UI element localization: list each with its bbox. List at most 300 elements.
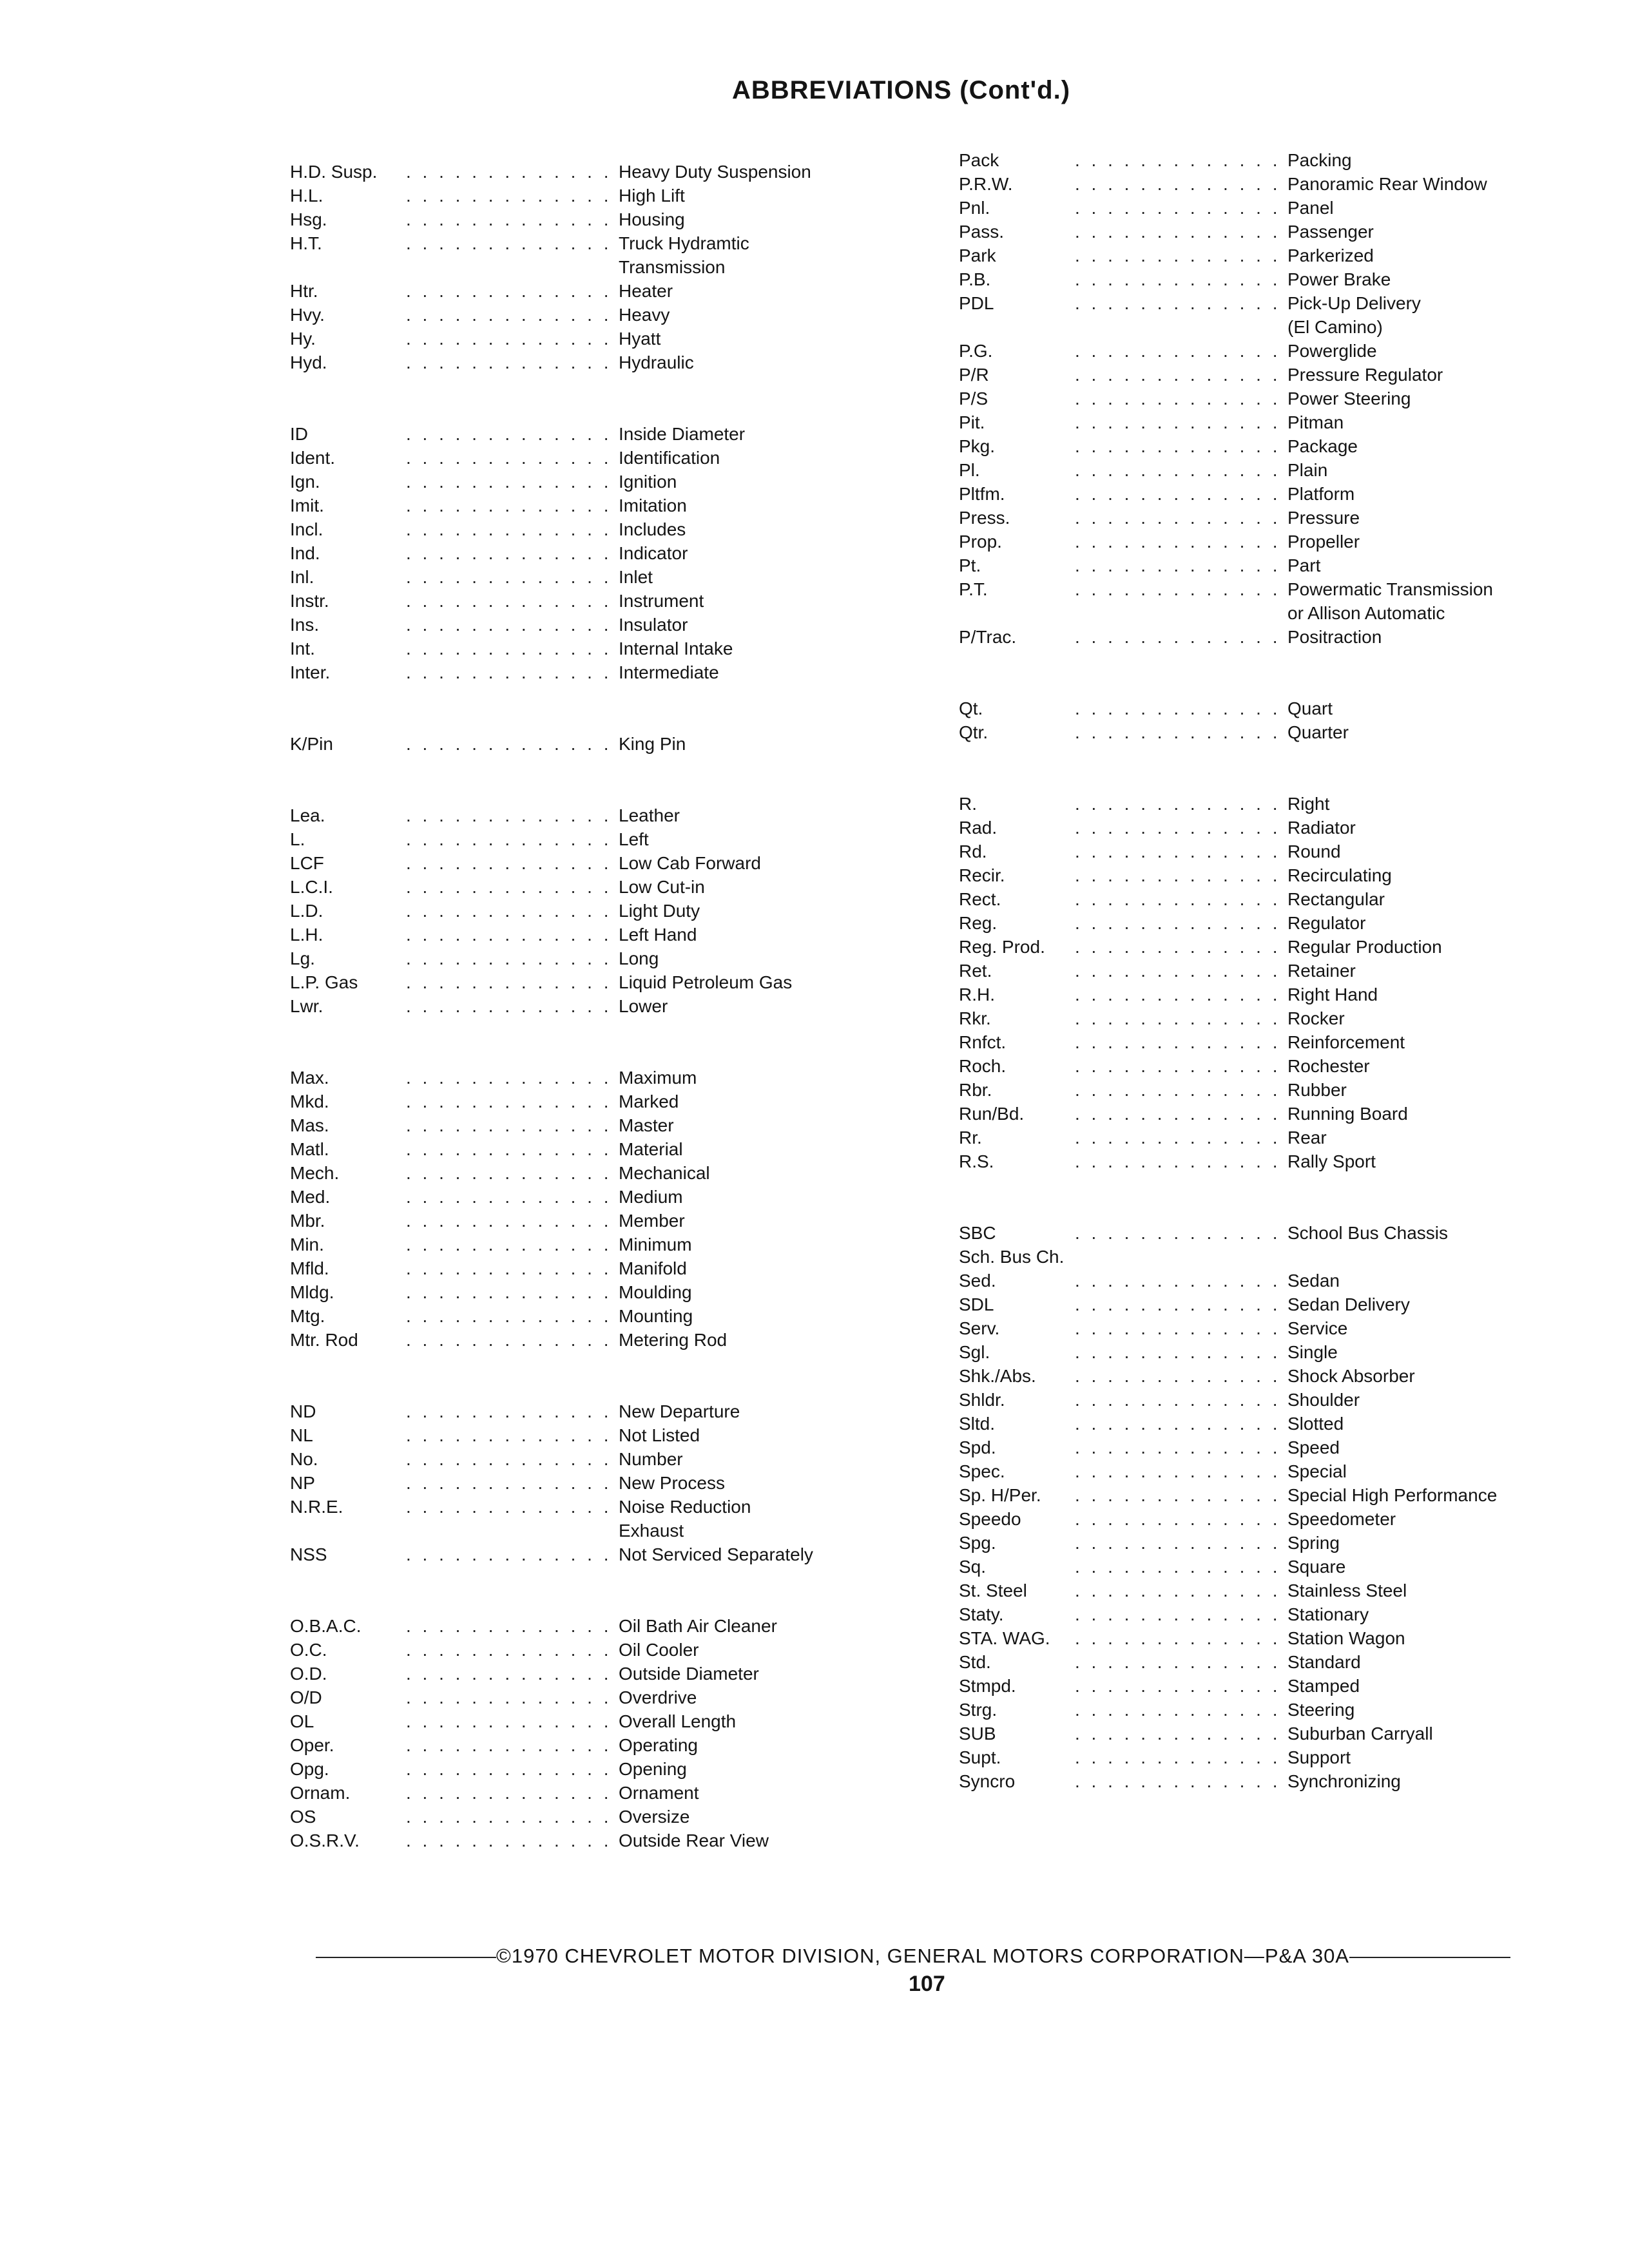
abbreviation: PDL — [959, 293, 994, 313]
abbreviation-entry — [290, 1662, 973, 1686]
abbreviation: Rd. — [959, 841, 987, 861]
abbreviation-entry — [959, 1507, 1629, 1531]
abbreviation-entry — [959, 1602, 1629, 1626]
dot-leader — [1075, 410, 1287, 434]
abbreviation: O.S.R.V. — [290, 1831, 360, 1850]
dot-leader — [406, 1256, 619, 1280]
dot-leader — [406, 1328, 619, 1352]
abbreviation-group — [290, 1614, 973, 1852]
dot-leader — [1075, 1054, 1287, 1078]
abbreviation-entry — [959, 1483, 1629, 1507]
meaning: Round — [1287, 841, 1341, 861]
abbreviation: OL — [290, 1711, 314, 1731]
dot-leader — [1075, 1769, 1287, 1793]
meaning: Low Cut-in — [619, 877, 705, 897]
abbreviation: Hyd. — [290, 352, 327, 372]
abbreviation: Rbr. — [959, 1080, 992, 1100]
meaning: Panoramic Rear Window — [1287, 174, 1487, 194]
abbreviation-group — [290, 1399, 973, 1566]
meaning: Outside Diameter — [619, 1664, 759, 1684]
meaning: Overdrive — [619, 1687, 697, 1707]
abbreviation-entry — [290, 660, 973, 684]
abbreviation: Rnfct. — [959, 1032, 1007, 1052]
abbreviation-entry — [290, 1185, 973, 1209]
dot-leader — [406, 637, 619, 660]
abbreviation-entry — [959, 363, 1629, 387]
abbreviation-entry — [290, 1137, 973, 1161]
abbreviation-entry — [290, 1686, 973, 1709]
abbreviation-group — [290, 732, 973, 756]
dot-leader — [406, 851, 619, 875]
meaning: Opening — [619, 1759, 687, 1779]
abbreviation-entry — [290, 1161, 973, 1185]
dot-leader — [1075, 816, 1287, 840]
meaning: Rear — [1287, 1128, 1327, 1148]
dot-leader — [406, 351, 619, 374]
abbreviation-entry — [959, 410, 1629, 434]
dot-leader — [406, 1542, 619, 1566]
abbreviation-entry — [959, 1412, 1629, 1436]
meaning: Left — [619, 829, 649, 849]
abbreviation: Mfld. — [290, 1258, 329, 1278]
abbreviation: NSS — [290, 1544, 327, 1564]
dot-leader — [406, 803, 619, 827]
abbreviation: Rad. — [959, 818, 998, 838]
abbreviation: Std. — [959, 1652, 991, 1672]
abbreviation-entry — [290, 1113, 973, 1137]
dot-leader — [1075, 1412, 1287, 1436]
abbreviation-entry — [959, 577, 1629, 625]
dot-leader — [1075, 1293, 1287, 1316]
dot-leader — [406, 1304, 619, 1328]
dot-leader — [1075, 363, 1287, 387]
abbreviation: Ind. — [290, 543, 320, 563]
abbreviation-entry — [290, 637, 973, 660]
abbreviation-entry — [959, 458, 1629, 482]
abbreviation: Reg. Prod. — [959, 937, 1045, 957]
dot-leader — [1075, 1030, 1287, 1054]
abbreviation: Rkr. — [959, 1008, 991, 1028]
abbreviation: Sltd. — [959, 1414, 996, 1434]
abbreviation: Pass. — [959, 222, 1005, 242]
abbreviation-entry — [959, 887, 1629, 911]
dot-leader — [1075, 1745, 1287, 1769]
abbreviation: Pkg. — [959, 436, 996, 456]
dot-leader — [406, 899, 619, 923]
abbreviation: Imit. — [290, 495, 324, 515]
abbreviation: Shk./Abs. — [959, 1366, 1036, 1386]
meaning: King Pin — [619, 734, 686, 754]
meaning: Sedan Delivery — [1287, 1294, 1410, 1314]
abbreviation-entry — [290, 1233, 973, 1256]
abbreviation: P/S — [959, 389, 988, 408]
meaning: Shoulder — [1287, 1390, 1360, 1410]
meaning: Moulding — [619, 1282, 692, 1302]
meaning: New Departure — [619, 1401, 740, 1421]
abbreviation: R. — [959, 794, 977, 814]
dot-leader — [1075, 1531, 1287, 1555]
dot-leader — [406, 1614, 619, 1638]
abbreviation: Park — [959, 245, 996, 265]
dot-leader — [406, 1137, 619, 1161]
dot-leader — [1075, 1149, 1287, 1173]
meaning: Reinforcement — [1287, 1032, 1405, 1052]
dot-leader — [1075, 530, 1287, 553]
dot-leader — [406, 231, 619, 255]
abbreviation-entry — [290, 279, 973, 303]
meaning: Spring — [1287, 1533, 1340, 1553]
meaning: Stationary — [1287, 1604, 1369, 1624]
dot-leader — [1075, 935, 1287, 959]
dot-leader — [406, 446, 619, 470]
meaning: Liquid Petroleum Gas — [619, 972, 793, 992]
dot-leader — [1075, 1459, 1287, 1483]
meaning: Ignition — [619, 472, 677, 492]
meaning: Rochester — [1287, 1056, 1370, 1076]
abbreviation: No. — [290, 1449, 318, 1469]
dot-leader — [1075, 1006, 1287, 1030]
meaning: Rubber — [1287, 1080, 1347, 1100]
abbreviation-group — [290, 160, 973, 374]
abbreviation-entry — [290, 1447, 973, 1471]
meaning: Special — [1287, 1461, 1347, 1481]
abbreviation-entry — [290, 1399, 973, 1423]
abbreviation-entry — [959, 220, 1629, 244]
abbreviation-entry — [290, 947, 973, 970]
abbreviation: Rr. — [959, 1128, 982, 1148]
abbreviation: Pack — [959, 150, 999, 170]
abbreviation-entry — [959, 1698, 1629, 1722]
abbreviation: St. Steel — [959, 1581, 1027, 1600]
abbreviation: Qt. — [959, 698, 983, 718]
meaning: Positraction — [1287, 627, 1382, 647]
abbreviation-group — [290, 422, 973, 684]
meaning: Quarter — [1287, 722, 1349, 742]
dot-leader — [406, 1686, 619, 1709]
abbreviation-entry — [290, 541, 973, 565]
abbreviation-entry — [959, 697, 1629, 720]
meaning: School Bus Chassis — [1287, 1223, 1449, 1243]
meaning: Noise Reduction Exhaust — [619, 1497, 751, 1541]
meaning: Not Serviced Separately — [619, 1544, 813, 1564]
dot-leader — [406, 327, 619, 351]
abbreviation-entry — [959, 506, 1629, 530]
dot-leader — [1075, 148, 1287, 172]
dot-leader — [1075, 625, 1287, 649]
abbreviation-group — [290, 1066, 973, 1352]
dot-leader — [406, 470, 619, 494]
dot-leader — [406, 875, 619, 899]
abbreviation: L.H. — [290, 925, 323, 945]
meaning: Stamped — [1287, 1676, 1360, 1696]
dot-leader — [1075, 720, 1287, 744]
abbreviation: Max. — [290, 1068, 329, 1088]
dot-leader — [1075, 887, 1287, 911]
meaning: Regulator — [1287, 913, 1366, 933]
abbreviation-entry — [959, 911, 1629, 935]
dot-leader — [406, 1066, 619, 1090]
dot-leader — [1075, 387, 1287, 410]
meaning: Inlet — [619, 567, 653, 587]
meaning: Indicator — [619, 543, 688, 563]
abbreviation-entry — [959, 720, 1629, 744]
meaning: Slotted — [1287, 1414, 1344, 1434]
dot-leader — [1075, 482, 1287, 506]
meaning: Right — [1287, 794, 1330, 814]
abbreviation: OS — [290, 1807, 316, 1827]
abbreviation-entry — [959, 196, 1629, 220]
abbreviation-entry — [959, 339, 1629, 363]
dot-leader — [1075, 553, 1287, 577]
meaning: Light Duty — [619, 901, 700, 921]
abbreviation: Lg. — [290, 948, 315, 968]
abbreviation: L.D. — [290, 901, 323, 921]
dot-leader — [1075, 1221, 1287, 1245]
meaning: Panel — [1287, 198, 1334, 218]
meaning: Number — [619, 1449, 683, 1469]
abbreviation: Ident. — [290, 448, 336, 468]
dot-leader — [1075, 1698, 1287, 1722]
abbreviation: Inter. — [290, 662, 331, 682]
abbreviation: Lwr. — [290, 996, 323, 1016]
abbreviation: Prop. — [959, 532, 1002, 552]
meaning: Square — [1287, 1557, 1346, 1577]
meaning: Stainless Steel — [1287, 1581, 1407, 1600]
abbreviation-entry — [290, 994, 973, 1018]
abbreviation: R.H. — [959, 985, 995, 1004]
abbreviation-entry — [959, 1531, 1629, 1555]
meaning: Truck Hydramtic Transmission — [619, 233, 749, 277]
abbreviation: ID — [290, 424, 308, 444]
dot-leader — [406, 947, 619, 970]
abbreviation: Mtr. Rod — [290, 1330, 358, 1350]
abbreviation-entry — [290, 207, 973, 231]
abbreviation-entry — [290, 1256, 973, 1280]
meaning: Overall Length — [619, 1711, 737, 1731]
meaning: Heavy Duty Suspension — [619, 162, 811, 182]
abbreviation: Pit. — [959, 412, 985, 432]
dot-leader — [406, 589, 619, 613]
abbreviation-entry — [959, 983, 1629, 1006]
abbreviation-entry — [959, 291, 1629, 339]
abbreviation-entry — [290, 303, 973, 327]
dot-leader — [406, 565, 619, 589]
abbreviation: Pl. — [959, 460, 980, 480]
abbreviation-entry — [959, 816, 1629, 840]
meaning: Quart — [1287, 698, 1333, 718]
meaning: Member — [619, 1211, 685, 1231]
abbreviation-entry — [290, 923, 973, 947]
abbreviation-entry — [959, 1436, 1629, 1459]
meaning: Marked — [619, 1091, 679, 1111]
abbreviation: Mldg. — [290, 1282, 334, 1302]
meaning: Retainer — [1287, 961, 1356, 981]
abbreviation-group — [959, 697, 1629, 744]
abbreviation: Ign. — [290, 472, 320, 492]
abbreviation: Htr. — [290, 281, 318, 301]
abbreviation-entry — [959, 1722, 1629, 1745]
abbreviation-entry — [290, 1209, 973, 1233]
meaning: Lower — [619, 996, 668, 1016]
abbreviation: SDL — [959, 1294, 994, 1314]
dot-leader — [406, 1638, 619, 1662]
meaning: Maximum — [619, 1068, 697, 1088]
dot-leader — [1075, 339, 1287, 363]
dot-leader — [1075, 458, 1287, 482]
abbreviation-entry — [959, 840, 1629, 863]
abbreviation-entry — [959, 1245, 1629, 1269]
dot-leader — [1075, 792, 1287, 816]
meaning: Mechanical — [619, 1163, 710, 1183]
dot-leader — [406, 303, 619, 327]
meaning: Single — [1287, 1342, 1338, 1362]
abbreviation: Min. — [290, 1235, 324, 1254]
abbreviation: O.D. — [290, 1664, 327, 1684]
abbreviation: R.S. — [959, 1151, 994, 1171]
abbreviation-entry — [959, 1579, 1629, 1602]
abbreviation: Hsg. — [290, 209, 327, 229]
dot-leader — [406, 494, 619, 517]
meaning: Rally Sport — [1287, 1151, 1376, 1171]
abbreviation-entry — [959, 1221, 1629, 1245]
abbreviation-entry — [959, 1555, 1629, 1579]
meaning: Insulator — [619, 615, 688, 635]
abbreviation-entry — [290, 875, 973, 899]
abbreviation-entry — [959, 1388, 1629, 1412]
dot-leader — [406, 660, 619, 684]
meaning: Metering Rod — [619, 1330, 728, 1350]
abbreviation: L.P. Gas — [290, 972, 358, 992]
abbreviation-entry — [290, 732, 973, 756]
abbreviation: Supt. — [959, 1747, 1001, 1767]
meaning: Steering — [1287, 1700, 1355, 1720]
abbreviation-entry — [290, 1757, 973, 1781]
meaning: Running Board — [1287, 1104, 1408, 1124]
dot-leader — [1075, 1126, 1287, 1149]
abbreviation: Pnl. — [959, 198, 990, 218]
meaning: Master — [619, 1115, 674, 1135]
meaning: Mounting — [619, 1306, 693, 1326]
meaning: Speed — [1287, 1437, 1340, 1457]
abbreviation-entry — [290, 565, 973, 589]
dot-leader — [1075, 244, 1287, 267]
dot-leader — [406, 422, 619, 446]
abbreviation-entry — [959, 434, 1629, 458]
meaning: Minimum — [619, 1235, 692, 1254]
meaning: Pressure Regulator — [1287, 365, 1443, 385]
dot-leader — [1075, 697, 1287, 720]
abbreviation-entry — [290, 1495, 973, 1542]
abbreviation: Pltfm. — [959, 484, 1005, 504]
dot-leader — [1075, 220, 1287, 244]
abbreviation-entry — [290, 1542, 973, 1566]
abbreviation: Hvy. — [290, 305, 325, 325]
abbreviation: Oper. — [290, 1735, 334, 1755]
dot-leader — [1075, 506, 1287, 530]
dot-leader — [1075, 577, 1287, 601]
abbreviation: Ret. — [959, 961, 992, 981]
dot-leader — [1075, 1078, 1287, 1102]
dot-leader — [406, 1161, 619, 1185]
meaning: Platform — [1287, 484, 1355, 504]
abbreviation: Sgl. — [959, 1342, 990, 1362]
abbreviation-entry — [290, 494, 973, 517]
abbreviation: Ins. — [290, 615, 320, 635]
abbreviation: O/D — [290, 1687, 322, 1707]
dot-leader — [406, 517, 619, 541]
abbreviation-entry — [959, 553, 1629, 577]
abbreviation: Mkd. — [290, 1091, 329, 1111]
abbreviation: NP — [290, 1473, 315, 1493]
meaning: Radiator — [1287, 818, 1356, 838]
abbreviation: Lea. — [290, 805, 325, 825]
dot-leader — [1075, 1316, 1287, 1340]
dot-leader — [1075, 1650, 1287, 1674]
abbreviation-entry — [290, 1614, 973, 1638]
abbreviation-entry — [290, 422, 973, 446]
meaning: Special High Performance — [1287, 1485, 1498, 1505]
dot-leader — [406, 1495, 619, 1519]
footer — [316, 1945, 1565, 1968]
abbreviation-entry — [290, 1733, 973, 1757]
dot-leader — [1075, 1555, 1287, 1579]
abbreviation: H.T. — [290, 233, 322, 253]
abbreviation: P.T. — [959, 579, 988, 599]
abbreviation: Shldr. — [959, 1390, 1005, 1410]
abbreviation-entry — [290, 231, 973, 279]
abbreviation: Staty. — [959, 1604, 1004, 1624]
dot-leader — [1075, 959, 1287, 983]
dot-leader — [1075, 1579, 1287, 1602]
abbreviation: Pt. — [959, 555, 981, 575]
dot-leader — [406, 1185, 619, 1209]
dot-leader — [1075, 840, 1287, 863]
abbreviation-entry — [290, 1328, 973, 1352]
abbreviation: Recir. — [959, 865, 1005, 885]
meaning: Powerglide — [1287, 341, 1377, 361]
abbreviation-entry — [290, 803, 973, 827]
abbreviation-entry — [959, 792, 1629, 816]
meaning: Propeller — [1287, 532, 1360, 552]
meaning: Inside Diameter — [619, 424, 746, 444]
abbreviation: Stmpd. — [959, 1676, 1016, 1696]
abbreviation-entry — [290, 1423, 973, 1447]
dot-leader — [406, 160, 619, 184]
abbreviation-entry — [290, 351, 973, 374]
dot-leader — [1075, 434, 1287, 458]
abbreviation-entry — [290, 1304, 973, 1328]
abbreviation-entry — [959, 1149, 1629, 1173]
meaning: Heater — [619, 281, 673, 301]
meaning: Identification — [619, 448, 720, 468]
abbreviation: L. — [290, 829, 305, 849]
dot-leader — [1075, 983, 1287, 1006]
abbreviation: L.C.I. — [290, 877, 333, 897]
abbreviation-entry — [290, 160, 973, 184]
abbreviation-entry — [290, 1805, 973, 1829]
abbreviation: H.D. Susp. — [290, 162, 378, 182]
abbreviation: Mech. — [290, 1163, 340, 1183]
abbreviation-entry — [959, 1674, 1629, 1698]
abbreviation: Qtr. — [959, 722, 988, 742]
dot-leader — [406, 1280, 619, 1304]
dot-leader — [406, 827, 619, 851]
abbreviation: Sch. Bus Ch. — [959, 1247, 1065, 1267]
abbreviation: K/Pin — [290, 734, 333, 754]
abbreviation: ND — [290, 1401, 316, 1421]
dot-leader — [406, 923, 619, 947]
meaning: Oversize — [619, 1807, 690, 1827]
